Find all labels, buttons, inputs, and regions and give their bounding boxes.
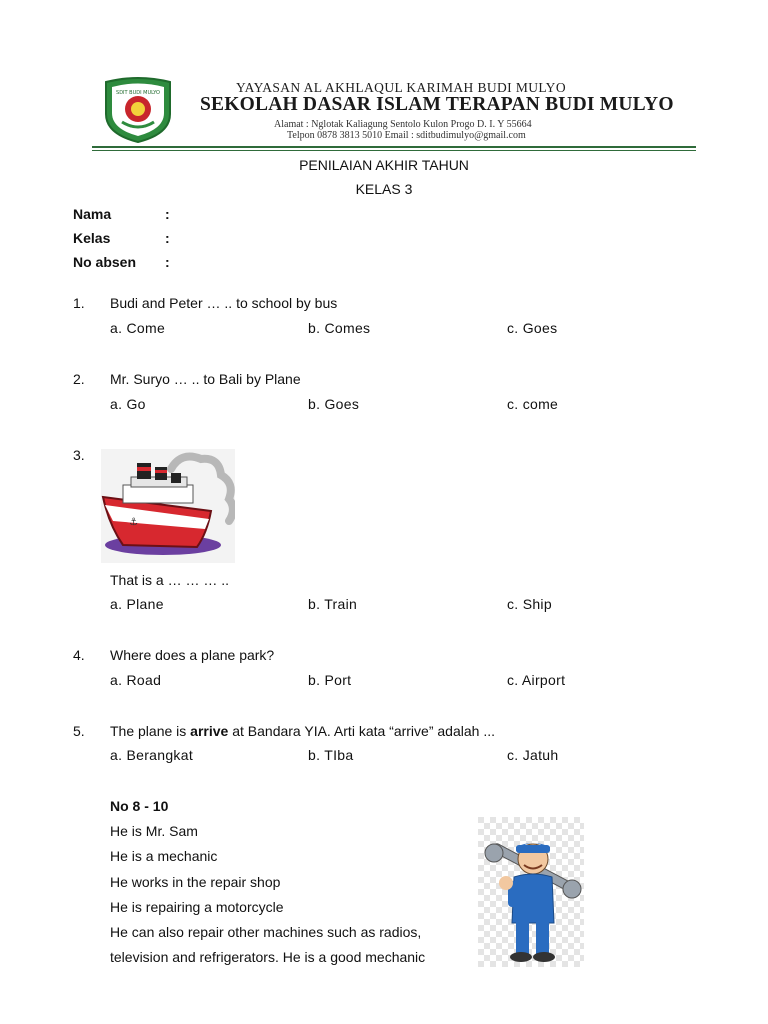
reading-line-1: He is Mr. Sam — [110, 823, 198, 839]
question-3-option-c: c. Ship — [507, 596, 552, 612]
identity-class-sep: : — [165, 230, 170, 246]
question-2-option-a: a. Go — [110, 396, 146, 412]
question-4-number: 4. — [73, 647, 85, 663]
identity-name-sep: : — [165, 206, 170, 222]
header-rule — [92, 146, 696, 148]
school-name: SEKOLAH DASAR ISLAM TERAPAN BUDI MULYO — [200, 94, 674, 115]
question-2-option-b: b. Goes — [308, 396, 360, 412]
question-1-text: Budi and Peter … .. to school by bus — [110, 295, 338, 311]
mechanic-image — [478, 817, 584, 967]
school-logo — [100, 76, 176, 144]
question-4-option-b: b. Port — [308, 672, 352, 688]
school-contact: Telpon 0878 3813 5010 Email : sditbudimulyo@gmail.com — [287, 130, 526, 141]
reading-line-4: He is repairing a motorcycle — [110, 899, 284, 915]
question-4-text: Where does a plane park? — [110, 647, 275, 663]
school-address: Alamat : Nglotak Kaliagung Sentolo Kulon Progo D. I. Y 55664 — [274, 119, 532, 130]
question-1-option-b: b. Comes — [308, 320, 371, 336]
question-3-number: 3. — [73, 447, 85, 463]
reading-line-2: He is a mechanic — [110, 848, 218, 864]
ship-image — [101, 449, 235, 563]
reading-line-3: He works in the repair shop — [110, 874, 281, 890]
question-4-option-c: c. Airport — [507, 672, 566, 688]
question-5-text: The plane is arrive at Bandara YIA. Arti kata “arrive” adalah ... — [110, 723, 495, 739]
question-2-text: Mr. Suryo … .. to Bali by Plane — [110, 371, 301, 387]
svg-text:⚓: ⚓ — [129, 517, 138, 528]
question-5-option-b: b. TIba — [308, 747, 354, 763]
identity-class-label: Kelas — [73, 230, 111, 246]
question-5-option-c: c. Jatuh — [507, 747, 559, 763]
question-5-number: 5. — [73, 723, 85, 739]
reading-line-5: He can also repair other machines such as radios, — [110, 924, 422, 940]
logo-text: SDIT BUDI MULYO — [116, 90, 160, 96]
question-2-number: 2. — [73, 371, 85, 387]
question-1-option-a: a. Come — [110, 320, 166, 336]
question-4-option-a: a. Road — [110, 672, 162, 688]
header-rule-thin — [92, 150, 696, 151]
question-5-option-a: a. Berangkat — [110, 747, 194, 763]
question-5-keyword: arrive — [190, 723, 229, 739]
question-3-option-a: a. Plane — [110, 596, 164, 612]
question-3-option-b: b. Train — [308, 596, 358, 612]
exam-title: PENILAIAN AKHIR TAHUN — [299, 157, 469, 173]
identity-name-label: Nama — [73, 206, 112, 222]
question-2-option-c: c. come — [507, 396, 559, 412]
identity-absen-label: No absen — [73, 254, 137, 270]
question-1-option-c: c. Goes — [507, 320, 558, 336]
foundation-name: YAYASAN AL AKHLAQUL KARIMAH BUDI MULYO — [236, 80, 566, 95]
reading-heading: No 8 - 10 — [110, 798, 169, 814]
reading-line-6: television and refrigerators. He is a good mechanic — [110, 949, 426, 965]
identity-absen-sep: : — [165, 254, 170, 270]
question-1-number: 1. — [73, 295, 85, 311]
exam-class: KELAS 3 — [355, 181, 413, 197]
question-3-text: That is a … … … .. — [110, 572, 230, 588]
